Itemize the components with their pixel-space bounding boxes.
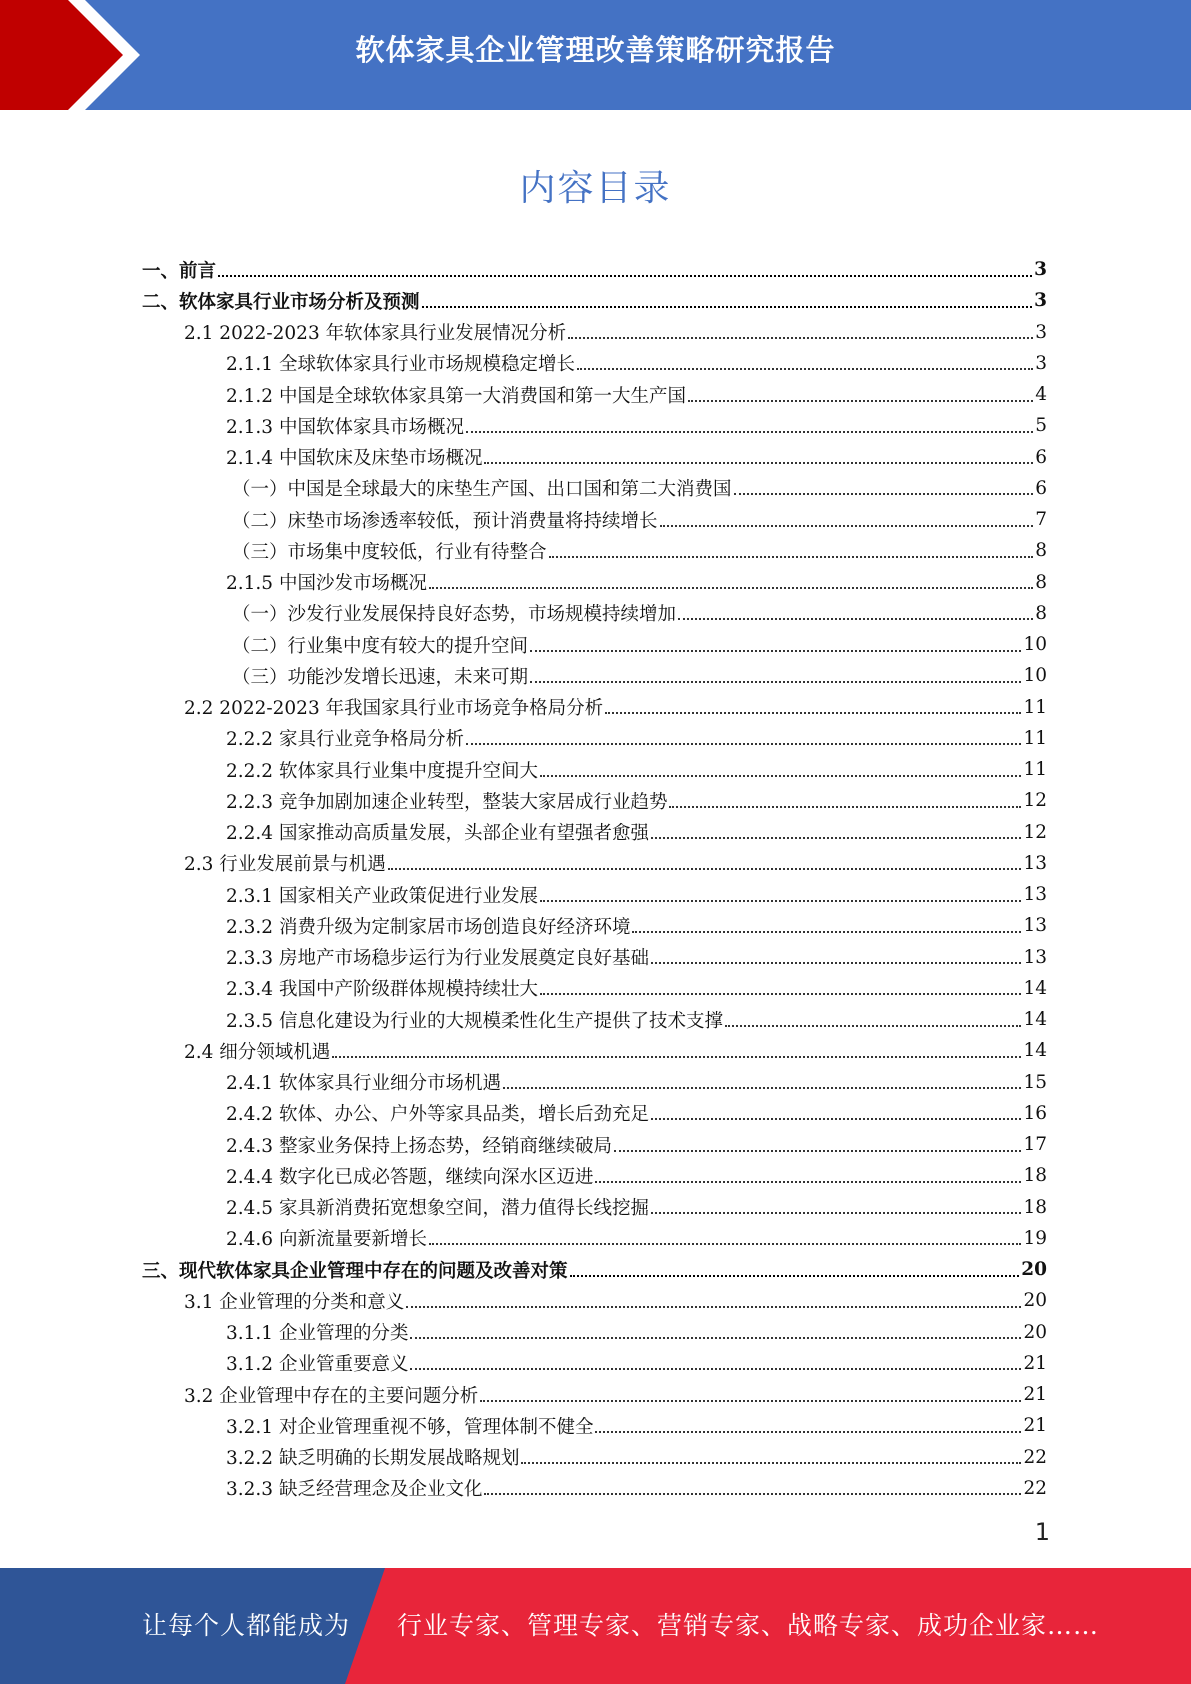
toc-entry-label: 2.3.3 房地产市场稳步运行为行业发展奠定良好基础 (226, 948, 649, 970)
toc-entry[interactable] (142, 1035, 1047, 1066)
footer-slogan-tail: 行业专家、管理专家、营销专家、战略专家、成功企业家…… (397, 1611, 1100, 1640)
toc-entry-page: 20 (1021, 1259, 1047, 1281)
toc-heading: 内容目录 (519, 168, 672, 209)
toc-entry-page: 12 (1023, 821, 1047, 843)
toc-dot-leader (218, 275, 1032, 277)
toc-dot-leader (429, 587, 1033, 589)
toc-entry-page: 4 (1035, 384, 1047, 406)
toc-entry-page: 5 (1035, 415, 1047, 437)
toc-entry[interactable] (142, 285, 1047, 316)
toc-dot-leader (595, 1431, 1021, 1433)
toc-dot-leader (632, 931, 1021, 933)
toc-entry-label: （三）市场集中度较低，行业有待整合 (232, 541, 547, 563)
toc-dot-leader (651, 1118, 1021, 1120)
table-of-contents (142, 254, 1047, 1504)
toc-entry-page: 8 (1035, 602, 1047, 624)
toc-entry[interactable] (142, 1098, 1047, 1129)
toc-dot-leader (530, 650, 1021, 652)
toc-entry[interactable] (142, 1379, 1047, 1410)
toc-entry-page: 13 (1023, 915, 1047, 937)
toc-entry-page: 21 (1023, 1415, 1047, 1437)
toc-entry-page: 10 (1023, 665, 1047, 687)
toc-entry[interactable] (142, 910, 1047, 941)
toc-entry-label: 2.3.2 消费升级为定制家居市场创造良好经济环境 (226, 916, 631, 938)
toc-entry-page: 8 (1035, 571, 1047, 593)
toc-entry-page: 22 (1023, 1477, 1047, 1499)
toc-entry-label: 2.3 行业发展前景与机遇 (184, 854, 386, 876)
toc-entry-page: 10 (1023, 634, 1047, 656)
toc-dot-leader (540, 993, 1021, 995)
toc-entry-page: 18 (1023, 1196, 1047, 1218)
toc-entry-label: （二）行业集中度有较大的提升空间 (232, 635, 529, 657)
report-title: 软体家具企业管理改善策略研究报告 (355, 33, 836, 67)
toc-dot-leader (466, 431, 1033, 433)
toc-entry-label: 2.2.3 竞争加剧加速企业转型，整装大家居成行业趋势 (226, 791, 668, 813)
toc-entry[interactable] (142, 785, 1047, 816)
toc-entry[interactable] (142, 1160, 1047, 1191)
toc-entry-label: 3.2.1 对企业管理重视不够，管理体制不健全 (226, 1416, 594, 1438)
toc-entry[interactable] (142, 567, 1047, 598)
toc-entry[interactable] (142, 754, 1047, 785)
toc-dot-leader (480, 1400, 1021, 1402)
toc-entry-page: 18 (1023, 1165, 1047, 1187)
toc-entry-label: （三）功能沙发增长迅速，未来可期 (232, 666, 529, 688)
toc-entry-page: 3 (1035, 352, 1047, 374)
toc-entry[interactable] (142, 723, 1047, 754)
toc-entry-label: 一、前言 (142, 260, 217, 282)
toc-entry[interactable] (142, 1129, 1047, 1160)
toc-entry-page: 13 (1023, 884, 1047, 906)
toc-entry-label: 2.1.3 中国软体家具市场概况 (226, 416, 464, 438)
toc-entry[interactable] (142, 1473, 1047, 1504)
toc-entry[interactable] (142, 848, 1047, 879)
toc-entry-label: 2.4.1 软体家具行业细分市场机遇 (226, 1073, 501, 1095)
toc-entry-page: 8 (1035, 540, 1047, 562)
toc-dot-leader (688, 400, 1033, 402)
toc-entry-page: 6 (1035, 446, 1047, 468)
toc-dot-leader (484, 1493, 1021, 1495)
toc-entry-label: 3.2 企业管理中存在的主要问题分析 (184, 1385, 479, 1407)
toc-entry-page: 21 (1023, 1384, 1047, 1406)
toc-entry[interactable] (142, 442, 1047, 473)
toc-dot-leader (725, 1025, 1021, 1027)
toc-dot-leader (595, 1181, 1021, 1183)
toc-entry[interactable] (142, 1067, 1047, 1098)
toc-entry[interactable] (142, 629, 1047, 660)
toc-entry-label: 2.4.6 向新流量要新增长 (226, 1229, 427, 1251)
toc-entry-label: 2.1.1 全球软体家具行业市场规模稳定增长 (226, 354, 575, 376)
toc-entry-page: 3 (1034, 290, 1047, 312)
toc-dot-leader (410, 1368, 1021, 1370)
toc-entry[interactable] (142, 1004, 1047, 1035)
toc-entry-label: 2.2 2022-2023 年我国家具行业市场竞争格局分析 (184, 698, 604, 720)
toc-entry-label: （二）床垫市场渗透率较低，预计消费量将持续增长 (232, 510, 658, 532)
toc-entry-page: 21 (1023, 1352, 1047, 1374)
toc-dot-leader (466, 743, 1021, 745)
toc-entry[interactable] (142, 817, 1047, 848)
toc-dot-leader (540, 775, 1021, 777)
toc-entry[interactable] (142, 1410, 1047, 1441)
toc-entry-page: 14 (1023, 1040, 1047, 1062)
toc-entry-label: 2.2.2 软体家具行业集中度提升空间大 (226, 760, 538, 782)
toc-dot-leader (388, 868, 1022, 870)
toc-entry-page: 3 (1034, 259, 1047, 281)
toc-entry-label: 2.1 2022-2023 年软体家具行业发展情况分析 (184, 323, 567, 345)
toc-entry-page: 14 (1023, 1009, 1047, 1031)
toc-entry-page: 22 (1023, 1446, 1047, 1468)
toc-entry-label: 2.4.5 家具新消费拓宽想象空间，潜力值得长线挖掘 (226, 1198, 649, 1220)
toc-dot-leader (614, 1150, 1021, 1152)
toc-dot-leader (651, 837, 1021, 839)
toc-entry-label: 2.3.5 信息化建设为行业的大规模柔性化生产提供了技术支撑 (226, 1010, 723, 1032)
toc-entry-label: 2.4.3 整家业务保持上扬态势，经销商继续破局 (226, 1135, 612, 1157)
toc-entry-page: 13 (1023, 852, 1047, 874)
toc-entry-page: 11 (1023, 727, 1047, 749)
toc-entry[interactable] (142, 1192, 1047, 1223)
toc-entry[interactable] (142, 660, 1047, 691)
toc-entry-page: 7 (1035, 509, 1047, 531)
toc-entry[interactable] (142, 1254, 1047, 1285)
toc-entry[interactable] (142, 348, 1047, 379)
toc-dot-leader (332, 1056, 1021, 1058)
toc-entry[interactable] (142, 973, 1047, 1004)
toc-entry-label: 3.2.2 缺乏明确的长期发展战略规划 (226, 1448, 520, 1470)
toc-dot-leader (570, 1275, 1020, 1277)
toc-entry-label: （一）中国是全球最大的床垫生产国、出口国和第二大消费国 (232, 479, 732, 501)
toc-entry[interactable] (142, 1348, 1047, 1379)
toc-dot-leader (669, 806, 1021, 808)
toc-entry[interactable] (142, 254, 1047, 285)
toc-entry[interactable] (142, 1223, 1047, 1254)
page-number: 1 (1034, 1518, 1050, 1546)
toc-entry-page: 17 (1023, 1134, 1047, 1156)
toc-entry[interactable] (142, 879, 1047, 910)
toc-entry-label: 2.3.1 国家相关产业政策促进行业发展 (226, 885, 538, 907)
toc-dot-leader (503, 1087, 1021, 1089)
toc-entry-page: 3 (1035, 321, 1047, 343)
toc-dot-leader (530, 681, 1021, 683)
toc-entry[interactable] (142, 535, 1047, 566)
toc-entry-label: 3.1.1 企业管理的分类 (226, 1323, 409, 1345)
toc-dot-leader (651, 1212, 1021, 1214)
toc-entry-page: 16 (1023, 1102, 1047, 1124)
toc-dot-leader (605, 712, 1021, 714)
toc-entry-page: 11 (1023, 696, 1047, 718)
toc-dot-leader (422, 306, 1033, 308)
toc-entry-page: 15 (1023, 1071, 1047, 1093)
toc-entry-label: 3.1 企业管理的分类和意义 (184, 1291, 405, 1313)
toc-entry-label: 2.2.4 国家推动高质量发展，头部企业有望强者愈强 (226, 823, 649, 845)
toc-entry[interactable] (142, 504, 1047, 535)
toc-entry[interactable] (142, 1317, 1047, 1348)
toc-dot-leader (660, 525, 1034, 527)
toc-entry-page: 14 (1023, 977, 1047, 999)
toc-entry[interactable] (142, 692, 1047, 723)
toc-dot-leader (577, 368, 1033, 370)
toc-entry-page: 12 (1023, 790, 1047, 812)
toc-entry-label: 2.4.2 软体、办公、户外等家具品类，增长后劲充足 (226, 1104, 649, 1126)
toc-entry-label: 2.1.4 中国软床及床垫市场概况 (226, 448, 483, 470)
page-header (0, 0, 1191, 110)
toc-entry-label: 2.1.5 中国沙发市场概况 (226, 573, 427, 595)
toc-entry-label: 2.4 细分领域机遇 (184, 1041, 331, 1063)
toc-entry-page: 20 (1023, 1290, 1047, 1312)
toc-entry-page: 11 (1023, 759, 1047, 781)
toc-entry-label: 三、现代软体家具企业管理中存在的问题及改善对策 (142, 1260, 568, 1282)
toc-dot-leader (549, 556, 1034, 558)
toc-entry[interactable] (142, 379, 1047, 410)
toc-dot-leader (406, 1306, 1021, 1308)
toc-entry[interactable] (142, 473, 1047, 504)
toc-entry-page: 20 (1023, 1321, 1047, 1343)
toc-entry-page: 13 (1023, 946, 1047, 968)
toc-entry-page: 19 (1023, 1227, 1047, 1249)
toc-dot-leader (410, 1337, 1021, 1339)
toc-entry[interactable] (142, 1442, 1047, 1473)
toc-entry-page: 6 (1035, 477, 1047, 499)
toc-entry-label: （一）沙发行业发展保持良好态势，市场规模持续增加 (232, 604, 677, 626)
toc-entry[interactable] (142, 1285, 1047, 1316)
toc-entry[interactable] (142, 410, 1047, 441)
toc-entry[interactable] (142, 317, 1047, 348)
toc-dot-leader (429, 1243, 1021, 1245)
toc-entry[interactable] (142, 942, 1047, 973)
toc-dot-leader (734, 493, 1034, 495)
toc-dot-leader (521, 1462, 1021, 1464)
toc-entry-label: 2.4.4 数字化已成必答题，继续向深水区迈进 (226, 1166, 594, 1188)
toc-dot-leader (651, 962, 1021, 964)
toc-entry-label: 3.1.2 企业管重要意义 (226, 1354, 409, 1376)
toc-entry-label: 2.3.4 我国中产阶级群体规模持续壮大 (226, 979, 538, 1001)
toc-dot-leader (540, 900, 1021, 902)
toc-entry-label: 二、软体家具行业市场分析及预测 (142, 291, 420, 313)
footer-slogan-lead: 让每个人都能成为 (142, 1611, 351, 1640)
toc-dot-leader (484, 462, 1033, 464)
toc-entry-label: 2.2.2 家具行业竞争格局分析 (226, 729, 464, 751)
toc-dot-leader (568, 337, 1033, 339)
toc-entry[interactable] (142, 598, 1047, 629)
toc-entry-label: 3.2.3 缺乏经营理念及企业文化 (226, 1479, 483, 1501)
page-footer (0, 1568, 1191, 1684)
toc-dot-leader (678, 618, 1033, 620)
toc-entry-label: 2.1.2 中国是全球软体家具第一大消费国和第一大生产国 (226, 385, 686, 407)
